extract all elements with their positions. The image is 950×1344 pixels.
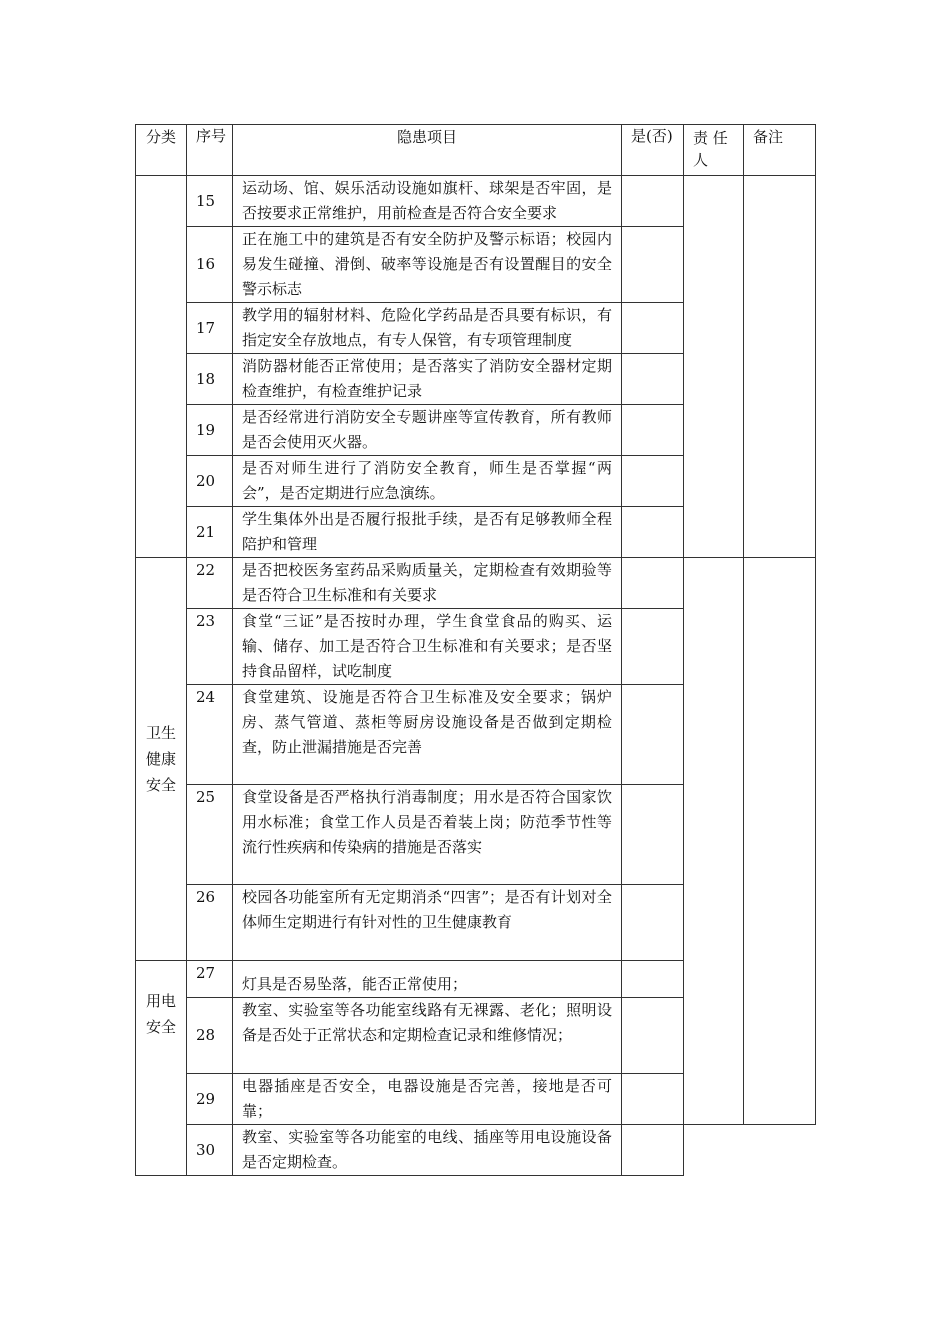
table-row: [136, 558, 816, 609]
header-responsible: 责 任 人: [684, 125, 744, 176]
hazard-item: 教室、实验室等各功能室的电线、插座等用电设施设备是否定期检查。: [233, 1125, 622, 1176]
yes-no-cell[interactable]: [622, 303, 684, 354]
header-item: 隐患项目: [233, 125, 622, 176]
responsible-cell[interactable]: [684, 558, 744, 1125]
hazard-item: 是否对师生进行了消防安全教育，师生是否掌握“两会”，是否定期进行应急演练。: [233, 456, 622, 507]
row-number: 18: [187, 354, 233, 405]
hazard-item: 灯具是否易坠落，能否正常使用；: [233, 961, 622, 998]
yes-no-cell[interactable]: [622, 685, 684, 785]
responsible-cell[interactable]: [684, 176, 744, 558]
row-number: 24: [187, 685, 233, 785]
row-number: 30: [187, 1125, 233, 1176]
yes-no-cell[interactable]: [622, 885, 684, 961]
yes-no-cell[interactable]: [622, 1125, 684, 1176]
header-seq: 序号: [187, 125, 233, 176]
hazard-checklist-table: [135, 124, 816, 1176]
row-number: 26: [187, 885, 233, 961]
hazard-item: 食堂“三证”是否按时办理，学生食堂食品的购买、运输、储存、加工是否符合卫生标准和有关要求；是否坚持食品留样，试吃制度: [233, 609, 622, 685]
hazard-item: 电器插座是否安全，电器设施是否完善，接地是否可靠；: [233, 1074, 622, 1125]
row-number: 16: [187, 227, 233, 303]
header-row: [136, 125, 816, 176]
row-number: 20: [187, 456, 233, 507]
table-row: [136, 1125, 816, 1176]
yes-no-cell[interactable]: [622, 1074, 684, 1125]
hazard-item: 教室、实验室等各功能室线路有无裸露、老化；照明设备是否处于正常状态和定期检查记录和维修情况；: [233, 998, 622, 1074]
header-category: 分类: [136, 125, 187, 176]
row-number: 29: [187, 1074, 233, 1125]
yes-no-cell[interactable]: [622, 456, 684, 507]
category-cell: [136, 176, 187, 558]
category-cell: 卫生健康安全: [136, 558, 187, 961]
yes-no-cell[interactable]: [622, 227, 684, 303]
row-number: 15: [187, 176, 233, 227]
yes-no-cell[interactable]: [622, 176, 684, 227]
yes-no-cell[interactable]: [622, 405, 684, 456]
hazard-item: 运动场、馆、娱乐活动设施如旗杆、球架是否牢固，是否按要求正常维护，用前检查是否符合安全要求: [233, 176, 622, 227]
category-cell: 用电安全: [136, 961, 187, 1176]
row-number: 17: [187, 303, 233, 354]
row-number: 27: [187, 961, 233, 998]
row-number: 21: [187, 507, 233, 558]
remarks-cell[interactable]: [744, 558, 816, 1125]
table-row: [136, 176, 816, 227]
hazard-item: 消防器材能否正常使用；是否落实了消防安全器材定期检查维护，有检查维护记录: [233, 354, 622, 405]
yes-no-cell[interactable]: [622, 507, 684, 558]
yes-no-cell[interactable]: [622, 609, 684, 685]
row-number: 22: [187, 558, 233, 609]
hazard-item: 食堂设备是否严格执行消毒制度；用水是否符合国家饮用水标准；食堂工作人员是否着装上岗；防范季节性等流行性疾病和传染病的措施是否落实: [233, 785, 622, 885]
remarks-cell[interactable]: [744, 176, 816, 558]
hazard-item: 教学用的辐射材料、危险化学药品是否具要有标识，有指定安全存放地点，有专人保管，有专项管理制度: [233, 303, 622, 354]
yes-no-cell[interactable]: [622, 785, 684, 885]
yes-no-cell[interactable]: [622, 558, 684, 609]
row-number: 28: [187, 998, 233, 1074]
row-number: 19: [187, 405, 233, 456]
hazard-item: 学生集体外出是否履行报批手续，是否有足够教师全程陪护和管理: [233, 507, 622, 558]
yes-no-cell[interactable]: [622, 354, 684, 405]
header-yes-no: 是(否): [622, 125, 684, 176]
yes-no-cell[interactable]: [622, 998, 684, 1074]
hazard-item: 食堂建筑、设施是否符合卫生标准及安全要求；锅炉房、蒸气管道、蒸柜等厨房设施设备是否做到定期检查，防止泄漏措施是否完善: [233, 685, 622, 785]
hazard-item: 校园各功能室所有无定期消杀“四害”；是否有计划对全体师生定期进行有针对性的卫生健康教育: [233, 885, 622, 961]
hazard-item: 是否把校医务室药品采购质量关，定期检查有效期验等是否符合卫生标准和有关要求: [233, 558, 622, 609]
row-number: 25: [187, 785, 233, 885]
hazard-item: 是否经常进行消防安全专题讲座等宣传教育，所有教师是否会使用灭火器。: [233, 405, 622, 456]
row-number: 23: [187, 609, 233, 685]
hazard-item: 正在施工中的建筑是否有安全防护及警示标语；校园内易发生碰撞、滑倒、破率等设施是否有设置醒目的安全警示标志: [233, 227, 622, 303]
yes-no-cell[interactable]: [622, 961, 684, 998]
header-remarks: 备注: [744, 125, 816, 176]
